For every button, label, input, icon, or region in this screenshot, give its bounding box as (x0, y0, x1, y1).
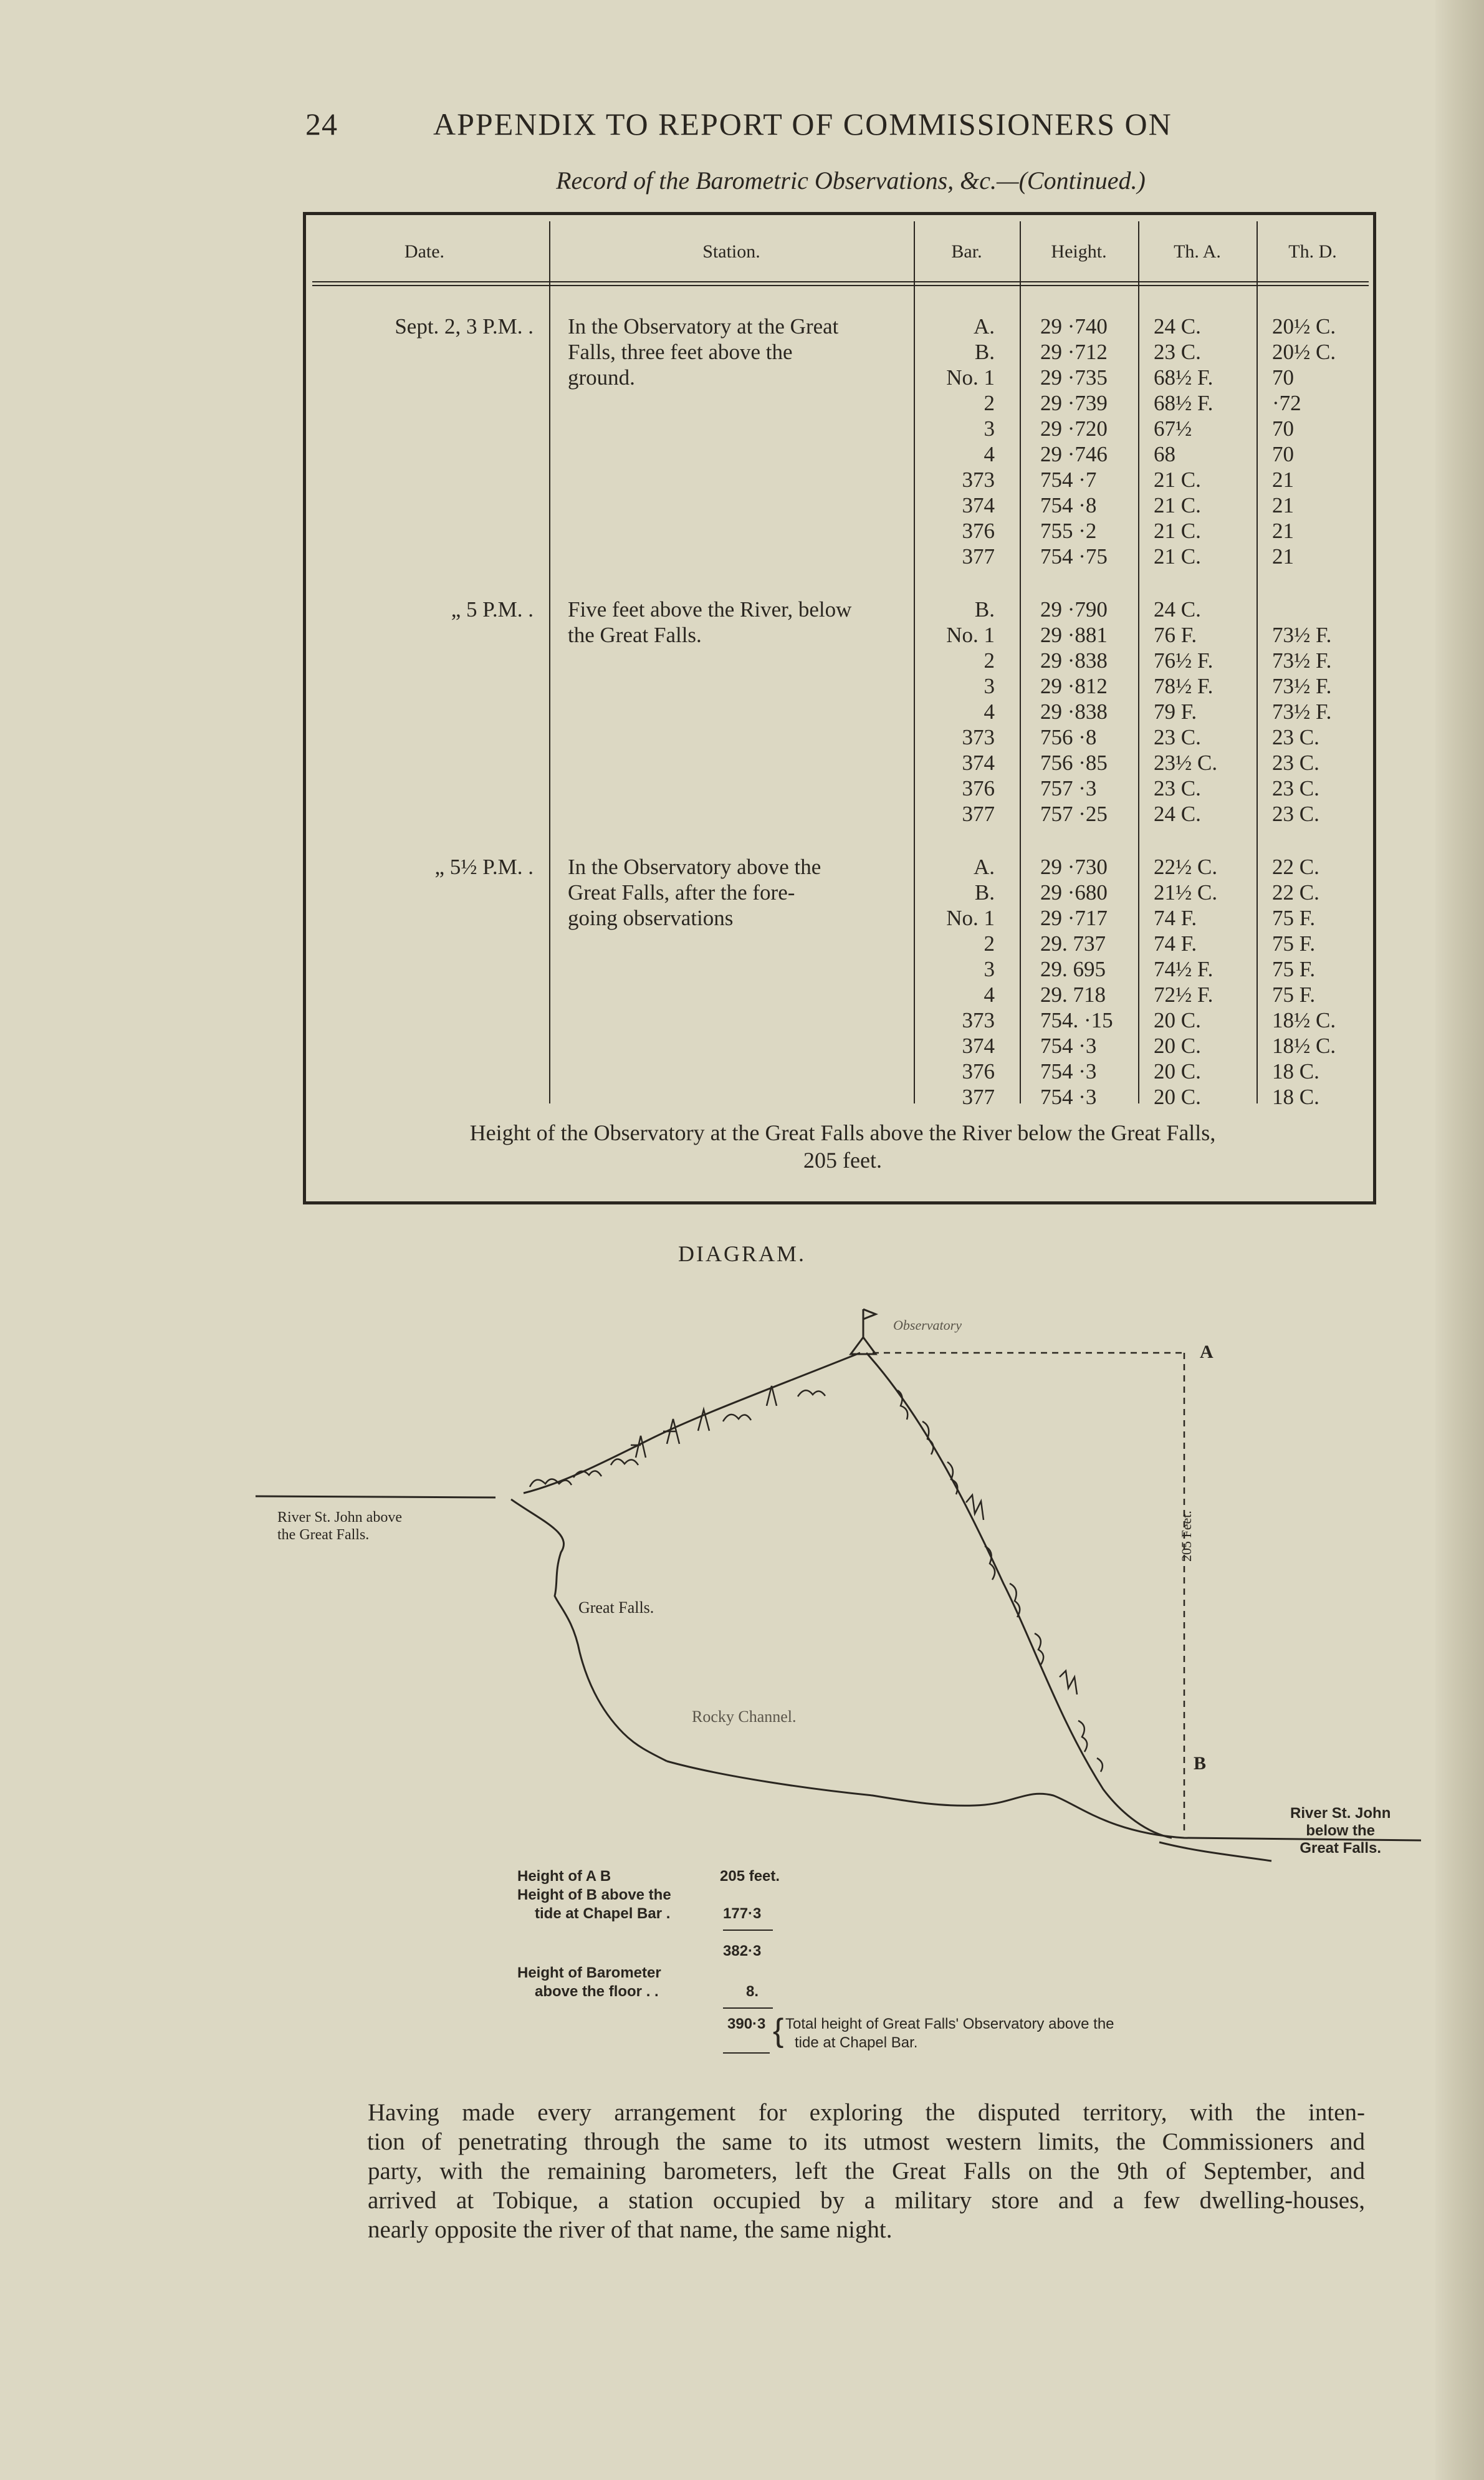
group-1-station (568, 314, 895, 390)
river-above-label (277, 1509, 402, 1544)
paragraph-line: Having made every arrangement for exploring the disputed territory, with the inten- (368, 2099, 1365, 2126)
cell-th-a: 20 C. (1154, 1034, 1201, 1058)
cell-height: 29. 718 (1040, 983, 1106, 1007)
station-line: In the Observatory above the (568, 855, 821, 879)
cell-th-d: 20½ C. (1272, 314, 1336, 339)
calc-total-line-2: tide at Chapel Bar. (795, 2034, 918, 2051)
cell-height: 756 ·85 (1040, 751, 1108, 775)
falls-cross-section-diagram (249, 1297, 1434, 1889)
station-line: Falls, three feet above the (568, 340, 793, 364)
calc-label-baro-1: Height of Barometer (517, 1964, 661, 1981)
body-paragraph (368, 2098, 1365, 2244)
cell-bar: 374 (962, 751, 995, 775)
cell-bar: 376 (962, 519, 995, 543)
cell-th-d: 18 C. (1272, 1059, 1319, 1084)
hill-right-slope (866, 1353, 1172, 1838)
cell-bar: 377 (962, 1085, 995, 1109)
station-line: Five feet above the River, below (568, 597, 852, 622)
header-title: APPENDIX TO REPORT OF COMMISSIONERS ON (433, 107, 1172, 142)
cell-bar: 373 (962, 1008, 995, 1032)
header-rule-2 (312, 285, 1369, 286)
cell-th-a: 23 C. (1154, 340, 1201, 364)
cell-height: 29 ·735 (1040, 365, 1108, 390)
station-line: the Great Falls. (568, 623, 702, 647)
col-header-th-d: Th. D. (1288, 241, 1337, 262)
cell-height: 29 ·739 (1040, 391, 1108, 415)
col-header-th-a: Th. A. (1174, 241, 1221, 262)
cell-height: 29 ·730 (1040, 855, 1108, 879)
river-above-line-1: River St. John above (277, 1509, 402, 1526)
header-rule (312, 281, 1369, 282)
cell-th-a: 24 C. (1154, 314, 1201, 339)
station-line: going observations (568, 906, 734, 930)
col-divider-1 (549, 221, 550, 1103)
cell-height: 29 ·838 (1040, 699, 1108, 724)
cell-th-d: 73½ F. (1272, 648, 1332, 673)
cell-bar: 2 (984, 391, 995, 415)
calc-value-b: 177·3 (723, 1905, 762, 1922)
cell-bar: No. 1 (946, 365, 995, 390)
vegetation-marks (530, 1386, 1103, 1772)
paragraph-line: arrived at Tobique, a station occupied by a military store and a few dwelling-houses, (368, 2187, 1365, 2214)
cell-th-a: 68½ F. (1154, 391, 1214, 415)
cell-th-a: 67½ (1154, 416, 1192, 441)
cell-th-a: 21 C. (1154, 544, 1201, 569)
cell-height: 29 ·680 (1040, 880, 1108, 905)
cell-height: 29 ·812 (1040, 674, 1108, 698)
cell-th-d: 73½ F. (1272, 699, 1332, 724)
great-falls-label: Great Falls. (578, 1598, 654, 1617)
cell-height: 29 ·838 (1040, 648, 1108, 673)
river-below-line-3: Great Falls. (1300, 1840, 1382, 1857)
group-2-date: „ 5 P.M. . (451, 597, 534, 622)
cell-bar: B. (974, 597, 995, 622)
page-spine-shadow (1435, 0, 1484, 2480)
cell-th-a: 20 C. (1154, 1085, 1201, 1109)
col-header-bar: Bar. (951, 241, 982, 262)
cell-bar: 374 (962, 493, 995, 517)
cell-th-d: ·72 (1272, 391, 1301, 415)
cell-height: 754 ·3 (1040, 1034, 1097, 1058)
cell-height: 29 ·717 (1040, 906, 1108, 930)
cell-bar: 3 (984, 674, 995, 698)
cell-height: 29 ·881 (1040, 623, 1108, 647)
calc-label-b-2: tide at Chapel Bar . (535, 1905, 671, 1922)
cell-height: 756 ·8 (1040, 725, 1097, 749)
cell-bar: A. (973, 314, 995, 339)
group-3-date: „ 5½ P.M. . (434, 855, 534, 879)
cell-height: 29 ·740 (1040, 314, 1108, 339)
cell-th-a: 72½ F. (1154, 983, 1214, 1007)
cell-bar: 374 (962, 1034, 995, 1058)
cell-th-a: 24 C. (1154, 802, 1201, 826)
cell-height: 754 ·7 (1040, 468, 1097, 492)
cell-bar: 3 (984, 957, 995, 981)
cell-height: 29 ·746 (1040, 442, 1108, 466)
diagram-title: DIAGRAM. (677, 1241, 806, 1266)
cell-height: 29. 737 (1040, 931, 1106, 956)
cell-th-d: 73½ F. (1272, 674, 1332, 698)
cell-th-d: 21 (1272, 493, 1294, 517)
river-above-line-2: the Great Falls. (277, 1527, 370, 1543)
cell-th-d: 75 F. (1272, 983, 1316, 1007)
river-above-line (256, 1496, 495, 1497)
cell-th-a: 21 C. (1154, 519, 1201, 543)
cell-th-d: 75 F. (1272, 906, 1316, 930)
table-caption: Record of the Barometric Observations, &c.—(Continued.) (556, 166, 1146, 195)
cell-height: 754 ·3 (1040, 1059, 1097, 1084)
calc-subtotal: 382·3 (723, 1943, 762, 1959)
cell-th-a: 23½ C. (1154, 751, 1218, 775)
calc-label-b-1: Height of B above the (517, 1886, 671, 1903)
cell-th-a: 24 C. (1154, 597, 1201, 622)
station-line: Great Falls, after the fore- (568, 880, 795, 905)
river-below-label (1290, 1805, 1391, 1857)
cell-th-d: 70 (1272, 416, 1294, 441)
col-divider-5 (1257, 221, 1258, 1103)
footnote-line-1: Height of the Observatory at the Great Falls above the River below the Great Falls, (469, 1120, 1216, 1145)
cell-height: 757 ·3 (1040, 776, 1097, 800)
cell-th-a: 23 C. (1154, 725, 1201, 749)
cell-th-a: 76 F. (1154, 623, 1197, 647)
cell-th-d: 21 (1272, 544, 1294, 569)
cell-th-d: 20½ C. (1272, 340, 1336, 364)
river-below-line-1: River St. John (1290, 1805, 1391, 1822)
feet-label: 205 Feet. (1179, 1511, 1194, 1562)
cell-th-d: 21 (1272, 468, 1294, 492)
calc-rule-1 (723, 1930, 773, 1931)
table-footnote (331, 1119, 1354, 1174)
cell-bar: 377 (962, 544, 995, 569)
cell-height: 754. ·15 (1040, 1008, 1113, 1032)
cell-th-a: 74½ F. (1154, 957, 1214, 981)
cell-bar: 376 (962, 776, 995, 800)
observations-table (303, 212, 1376, 1204)
cell-th-a: 21 C. (1154, 468, 1201, 492)
cell-bar: 2 (984, 648, 995, 673)
col-divider-4 (1138, 221, 1139, 1103)
col-header-height: Height. (1051, 241, 1107, 262)
cell-height: 29 ·790 (1040, 597, 1108, 622)
river-below-curve (1159, 1842, 1271, 1861)
cell-height: 29. 695 (1040, 957, 1106, 981)
cell-th-a: 74 F. (1154, 906, 1197, 930)
cell-bar: 4 (984, 983, 995, 1007)
cell-height: 754 ·3 (1040, 1085, 1097, 1109)
cell-th-d: 75 F. (1272, 931, 1316, 956)
col-divider-3 (1020, 221, 1021, 1103)
cell-th-a: 76½ F. (1154, 648, 1214, 673)
great-falls-curve (511, 1499, 667, 1761)
cell-th-a: 68½ F. (1154, 365, 1214, 390)
footnote-line-2: 205 feet. (803, 1148, 882, 1173)
paragraph-line: party, with the remaining barometers, left the Great Falls on the 9th of September, and (368, 2158, 1365, 2184)
col-header-date: Date. (404, 241, 445, 262)
cell-th-a: 20 C. (1154, 1008, 1201, 1032)
cell-th-d: 23 C. (1272, 802, 1319, 826)
cell-bar: 4 (984, 442, 995, 466)
cell-th-d: 70 (1272, 365, 1294, 390)
cell-th-a: 21½ C. (1154, 880, 1218, 905)
observatory-icon (851, 1309, 876, 1354)
cell-height: 29 ·712 (1040, 340, 1108, 364)
calc-total-value: 390·3 (727, 2016, 766, 2032)
calc-total-line-1: Total height of Great Falls' Observatory above the (785, 2016, 1114, 2032)
cell-th-d: 18½ C. (1272, 1008, 1336, 1032)
cell-th-d: 18 C. (1272, 1085, 1319, 1109)
station-line: ground. (568, 365, 635, 390)
calc-rule-2 (723, 2007, 773, 2009)
cell-th-a: 68 (1154, 442, 1175, 466)
cell-height: 755 ·2 (1040, 519, 1097, 543)
cell-th-d: 75 F. (1272, 957, 1316, 981)
observatory-label: Observatory (893, 1317, 962, 1333)
calc-label-baro-2: above the floor . . (535, 1983, 659, 2000)
cell-th-d: 73½ F. (1272, 623, 1332, 647)
hill-left-slope (524, 1353, 860, 1493)
cell-th-a: 20 C. (1154, 1059, 1201, 1084)
cell-th-a: 23 C. (1154, 776, 1201, 800)
cell-height: 757 ·25 (1040, 802, 1108, 826)
river-below-line-2: below the (1306, 1822, 1376, 1839)
calc-value-ab: 205 feet. (720, 1868, 780, 1885)
point-b-label: B (1194, 1753, 1207, 1774)
cell-th-d: 23 C. (1272, 751, 1319, 775)
cell-th-a: 22½ C. (1154, 855, 1218, 879)
calc-brace: { (773, 2012, 784, 2049)
col-header-station: Station. (702, 241, 760, 262)
cell-th-a: 21 C. (1154, 493, 1201, 517)
cell-height: 754 ·8 (1040, 493, 1097, 517)
cell-bar: 373 (962, 468, 995, 492)
cell-bar: 2 (984, 931, 995, 956)
cell-bar: 4 (984, 699, 995, 724)
cell-th-d: 21 (1272, 519, 1294, 543)
paragraph-line: tion of penetrating through the same to its utmost western limits, the Commissioners and (367, 2128, 1365, 2155)
group-2-station (568, 597, 895, 648)
group-1-date: Sept. 2, 3 P.M. . (395, 314, 534, 339)
cell-th-d: 18½ C. (1272, 1034, 1336, 1058)
cell-height: 754 ·75 (1040, 544, 1108, 569)
cell-bar: B. (974, 880, 995, 905)
calc-label-ab: Height of A B (517, 1868, 611, 1885)
cell-th-d: 70 (1272, 442, 1294, 466)
cell-bar: 376 (962, 1059, 995, 1084)
calc-rule-3 (723, 2052, 770, 2054)
rocky-channel-label: Rocky Channel. (692, 1708, 797, 1726)
cell-th-d: 23 C. (1272, 776, 1319, 800)
cell-bar: B. (974, 340, 995, 364)
group-3-station (568, 854, 895, 931)
cell-th-d: 22 C. (1272, 855, 1319, 879)
point-a-label: A (1200, 1342, 1214, 1362)
cell-th-d: 23 C. (1272, 725, 1319, 749)
station-line: In the Observatory at the Great (568, 314, 839, 339)
paragraph-line: nearly opposite the river of that name, the same night. (368, 2216, 893, 2243)
cell-bar: No. 1 (946, 906, 995, 930)
cell-th-d: 22 C. (1272, 880, 1319, 905)
cell-height: 29 ·720 (1040, 416, 1108, 441)
calc-value-baro: 8. (746, 1983, 759, 2000)
cell-th-a: 74 F. (1154, 931, 1197, 956)
cell-th-a: 78½ F. (1154, 674, 1214, 698)
cell-th-a: 79 F. (1154, 699, 1197, 724)
cell-bar: 373 (962, 725, 995, 749)
page-number: 24 (305, 107, 338, 142)
cell-bar: No. 1 (946, 623, 995, 647)
cell-bar: 377 (962, 802, 995, 826)
cell-bar: 3 (984, 416, 995, 441)
cell-bar: A. (973, 855, 995, 879)
